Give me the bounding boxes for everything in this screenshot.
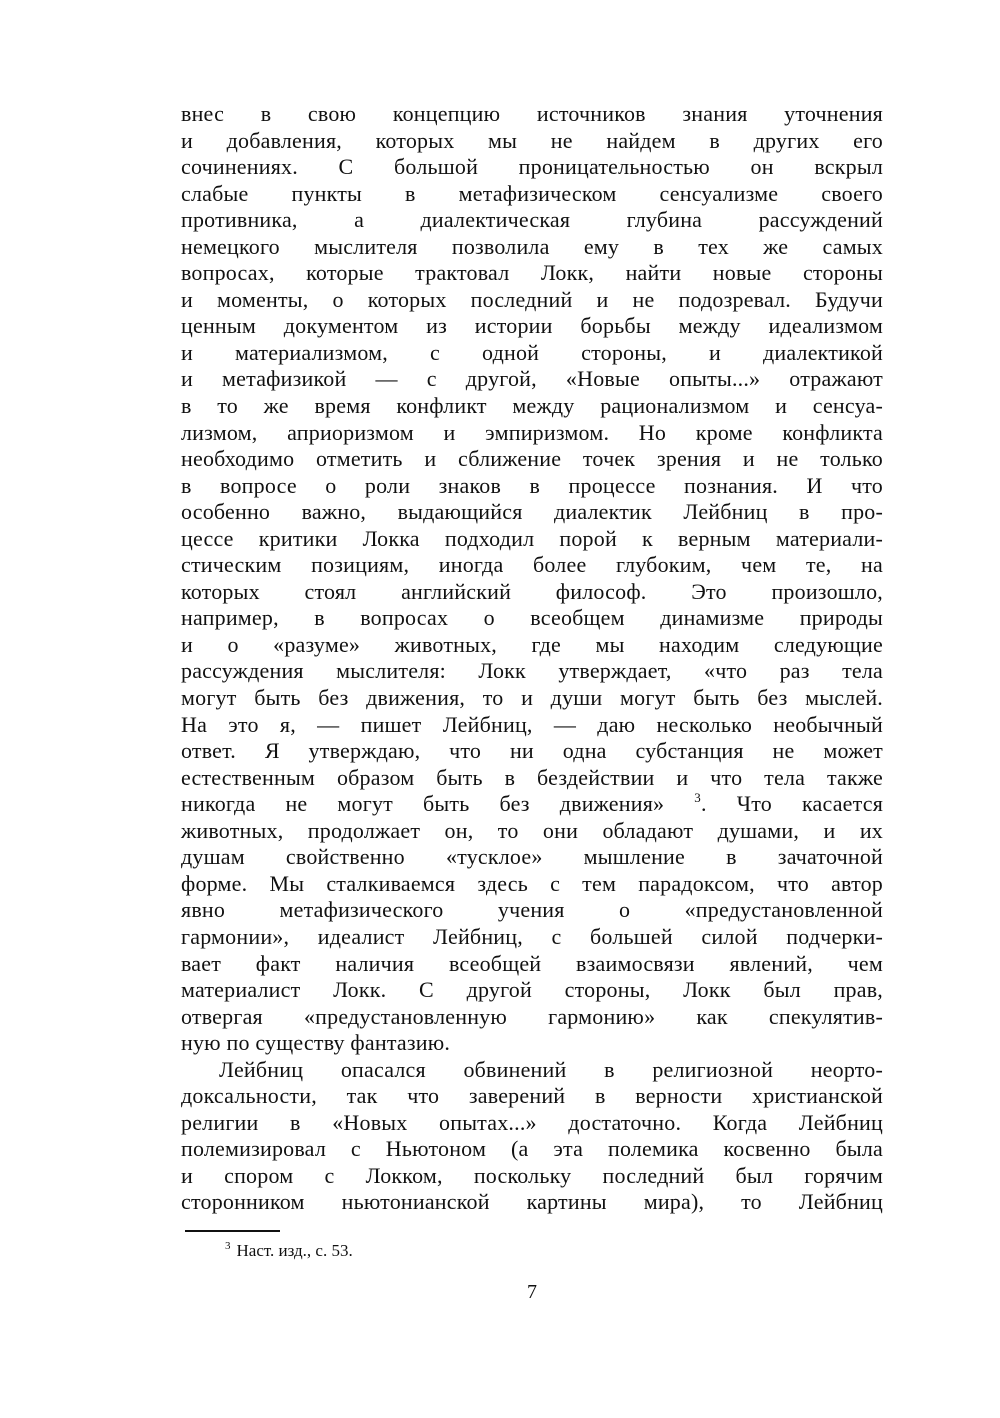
text-line: и моменты, о которых последний и не подозревал. Будучи bbox=[181, 286, 883, 312]
text-line: стическим позициям, иногда более глубоким, чем те, на bbox=[181, 552, 883, 578]
text-line: материалист Локк. С другой стороны, Локк был прав, bbox=[181, 977, 883, 1003]
text-fragment: . Что касается bbox=[700, 791, 884, 817]
text-line: животных, продолжает он, то они обладают душами, и их bbox=[181, 817, 883, 843]
footnote-reference: 3 bbox=[694, 790, 701, 806]
text-line: естественным образом быть в бездействии и что тела также bbox=[181, 764, 883, 790]
text-line: полемизировал с Ньютоном (а эта полемика косвенно была bbox=[181, 1136, 883, 1162]
text-line: внес в свою концепцию источников знания уточнения bbox=[181, 101, 883, 126]
footnote-mark: 3 bbox=[225, 1240, 231, 1252]
text-line: могут быть без движения, то и души могут быть без мыслей. bbox=[181, 685, 883, 711]
text-line: и о «разуме» животных, где мы находим следующие bbox=[181, 631, 883, 657]
text-line: сочинениях. С большой проницательностью он вскрыл bbox=[181, 154, 883, 180]
text-line: и спором с Локком, поскольку последний был горячим bbox=[181, 1162, 883, 1188]
text-line: которых стоял английский философ. Это произошло, bbox=[181, 578, 883, 604]
text-line: явно метафизического учения о «предустановленной bbox=[181, 897, 883, 923]
text-line: например, в вопросах о всеобщем динамизме природы bbox=[181, 605, 883, 631]
text-line: ную по существу фантазию. bbox=[181, 1030, 451, 1056]
text-line: ответ. Я утверждаю, что ни одна субстанция не может bbox=[181, 738, 883, 764]
text-line: вает факт наличия всеобщей взаимосвязи явлений, чем bbox=[181, 950, 883, 976]
text-line: в то же время конфликт между рационализмом и сенсуа- bbox=[181, 393, 883, 419]
text-line: доксальности, так что заверений в верности христианской bbox=[181, 1083, 883, 1109]
footnote-text: Наст. изд., с. 53. bbox=[236, 1241, 353, 1260]
text-line: слабые пункты в метафизическом сенсуализме своего bbox=[181, 180, 883, 206]
text-line: противника, а диалектическая глубина рассуждений bbox=[181, 207, 883, 233]
text-line: сторонником ньютонианской картины мира), то Лейбниц bbox=[181, 1189, 883, 1215]
text-line: необходимо отметить и сближение точек зрения и не только bbox=[181, 446, 883, 472]
text-line: ценным документом из истории борьбы между идеализмом bbox=[181, 313, 883, 339]
text-line: цессе критики Локка подходил порой к верным материали- bbox=[181, 525, 883, 551]
text-line: религии в «Новых опытах...» достаточно. Когда Лейбниц bbox=[181, 1109, 883, 1135]
text-line: и метафизикой — с другой, «Новые опыты...» отражают bbox=[181, 366, 883, 392]
text-line: рассуждения мыслителя: Локк утверждает, «что раз тела bbox=[181, 658, 883, 684]
text-line: отвергая «предустановленную гармонию» как спекулятив- bbox=[181, 1003, 883, 1029]
footnote-divider bbox=[185, 1230, 280, 1232]
footnote bbox=[225, 1240, 353, 1262]
paragraph-first-line: Лейбниц опасался обвинений в религиозной неорто- bbox=[219, 1056, 883, 1082]
text-line: немецкого мыслителя позволила ему в тех же самых bbox=[181, 233, 883, 259]
text-line: вопросах, которые трактовал Локк, найти новые стороны bbox=[181, 260, 883, 286]
text-line: особенно важно, выдающийся диалектик Лейбниц в про- bbox=[181, 499, 883, 525]
body-text bbox=[181, 101, 883, 1216]
text-line: в вопросе о роли знаков в процессе познания. И что bbox=[181, 472, 883, 498]
text-line: душам свойственно «тусклое» мышление в зачаточной bbox=[181, 844, 883, 870]
text-line: лизмом, априоризмом и эмпиризмом. Но кроме конфликта bbox=[181, 419, 883, 445]
text-line: гармонии», идеалист Лейбниц, с большей силой подчерки- bbox=[181, 923, 883, 949]
text-line: форме. Мы сталкиваемся здесь с тем парадоксом, что автор bbox=[181, 870, 883, 896]
text-line: На это я, — пишет Лейбниц, — даю несколько необычный bbox=[181, 711, 883, 737]
text-fragment: никогда не могут быть без движения» bbox=[181, 791, 665, 817]
text-line: и добавления, которых мы не найдем в других его bbox=[181, 127, 883, 153]
page-number: 7 bbox=[527, 1281, 537, 1303]
text-line: и материализмом, с одной стороны, и диалектикой bbox=[181, 339, 883, 365]
text-line-with-footnote-ref bbox=[181, 791, 883, 818]
